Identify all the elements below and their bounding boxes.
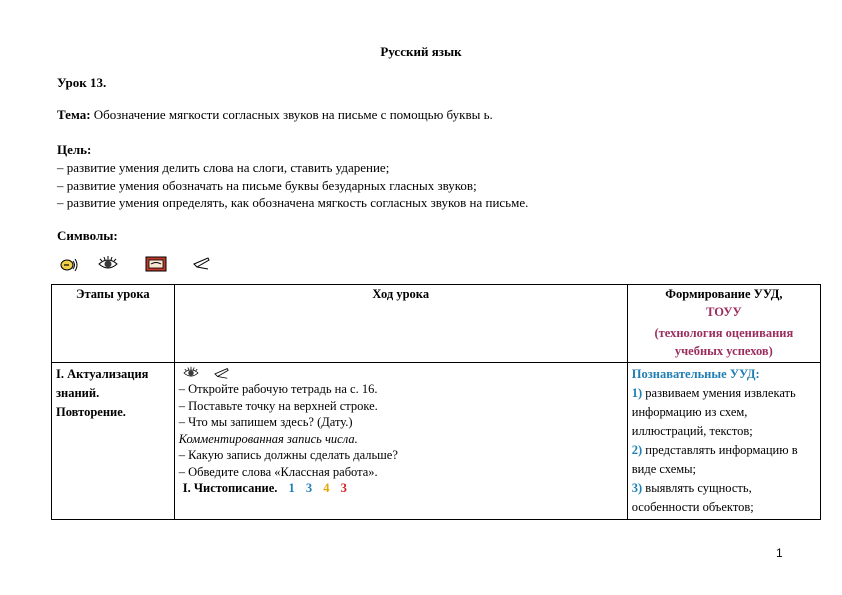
penmanship-number: 3 (340, 481, 347, 495)
course-line: – Обведите слова «Классная работа». (178, 464, 378, 479)
penmanship-number: 3 (305, 481, 313, 495)
uud-item-number: 2) (631, 443, 643, 457)
uud-item-number: 3) (631, 481, 643, 495)
topic-label: Тема: (57, 107, 91, 122)
course-line: – Откройте рабочую тетрадь на с. 16. (178, 382, 378, 396)
header-toyu-sub: (технология оценивания учебных успехов) (654, 326, 794, 358)
lesson-table (51, 284, 821, 520)
page-title: Русский язык (380, 44, 462, 59)
uud-item-text: выявлять сущность, особенности объектов; (631, 481, 754, 514)
uud-item-text: представлять информацию в виде схемы; (631, 443, 798, 476)
header-toyu: ТОУУ (706, 305, 742, 319)
pen-icon (192, 255, 212, 271)
header-uud (627, 285, 820, 363)
topic-text: Обозначение мягкости согласных звуков на письме с помощью буквы ь. (90, 107, 493, 122)
goal-item: – развитие умения делить слова на слоги, ставить ударение; (57, 160, 390, 175)
goal-item: – развитие умения обозначать на письме буквы безударных гласных звуков; (57, 177, 477, 193)
course-italic-line: Комментированная запись числа. (178, 431, 358, 446)
goal-item: – развитие умения определять, как обозначена мягкость согласных звуков на письме. (57, 195, 529, 210)
header-course: Ход урока (174, 285, 627, 363)
course-line: – Что мы запишем здесь? (Дату.) (178, 415, 353, 429)
uud-item-text: развиваем умения извлекать информацию из схем, иллюстраций, текстов; (631, 386, 796, 438)
course-line: – Поставьте точку на верхней строке. (178, 398, 378, 413)
penmanship-number: 4 (323, 481, 330, 495)
header-uud-label: Формирование УУД, (665, 287, 783, 301)
penmanship-number: 1 (288, 481, 295, 495)
uud-item-number: 1) (631, 386, 643, 400)
symbols-heading: Символы: (57, 228, 118, 243)
uud-heading: Познавательные УУД: (631, 367, 760, 381)
table-header-row (52, 285, 821, 363)
lesson-number: Урок 13. (57, 75, 107, 90)
penmanship-line (183, 480, 623, 497)
eye-icon (181, 366, 201, 380)
book-icon (145, 255, 167, 273)
uud-item (632, 479, 816, 517)
goal-heading: Цель: (57, 142, 92, 157)
eye-icon (97, 255, 119, 273)
page-number: 1 (776, 546, 783, 560)
pen-icon (213, 366, 231, 380)
topic (57, 107, 493, 123)
penmanship-label: I. Чистописание. (182, 481, 278, 495)
table-row (52, 363, 821, 520)
course-icons (179, 365, 623, 381)
course-cell (174, 363, 627, 520)
header-stages: Этапы урока (52, 285, 175, 363)
goal-list (57, 159, 528, 212)
stage-cell: I. Актуализация знаний. Повторение. (52, 363, 175, 520)
speaking-icon (59, 255, 79, 273)
uud-cell (627, 363, 820, 520)
uud-item (632, 384, 816, 441)
course-line: – Какую запись должны сделать дальше? (178, 448, 398, 462)
uud-item (632, 441, 816, 479)
